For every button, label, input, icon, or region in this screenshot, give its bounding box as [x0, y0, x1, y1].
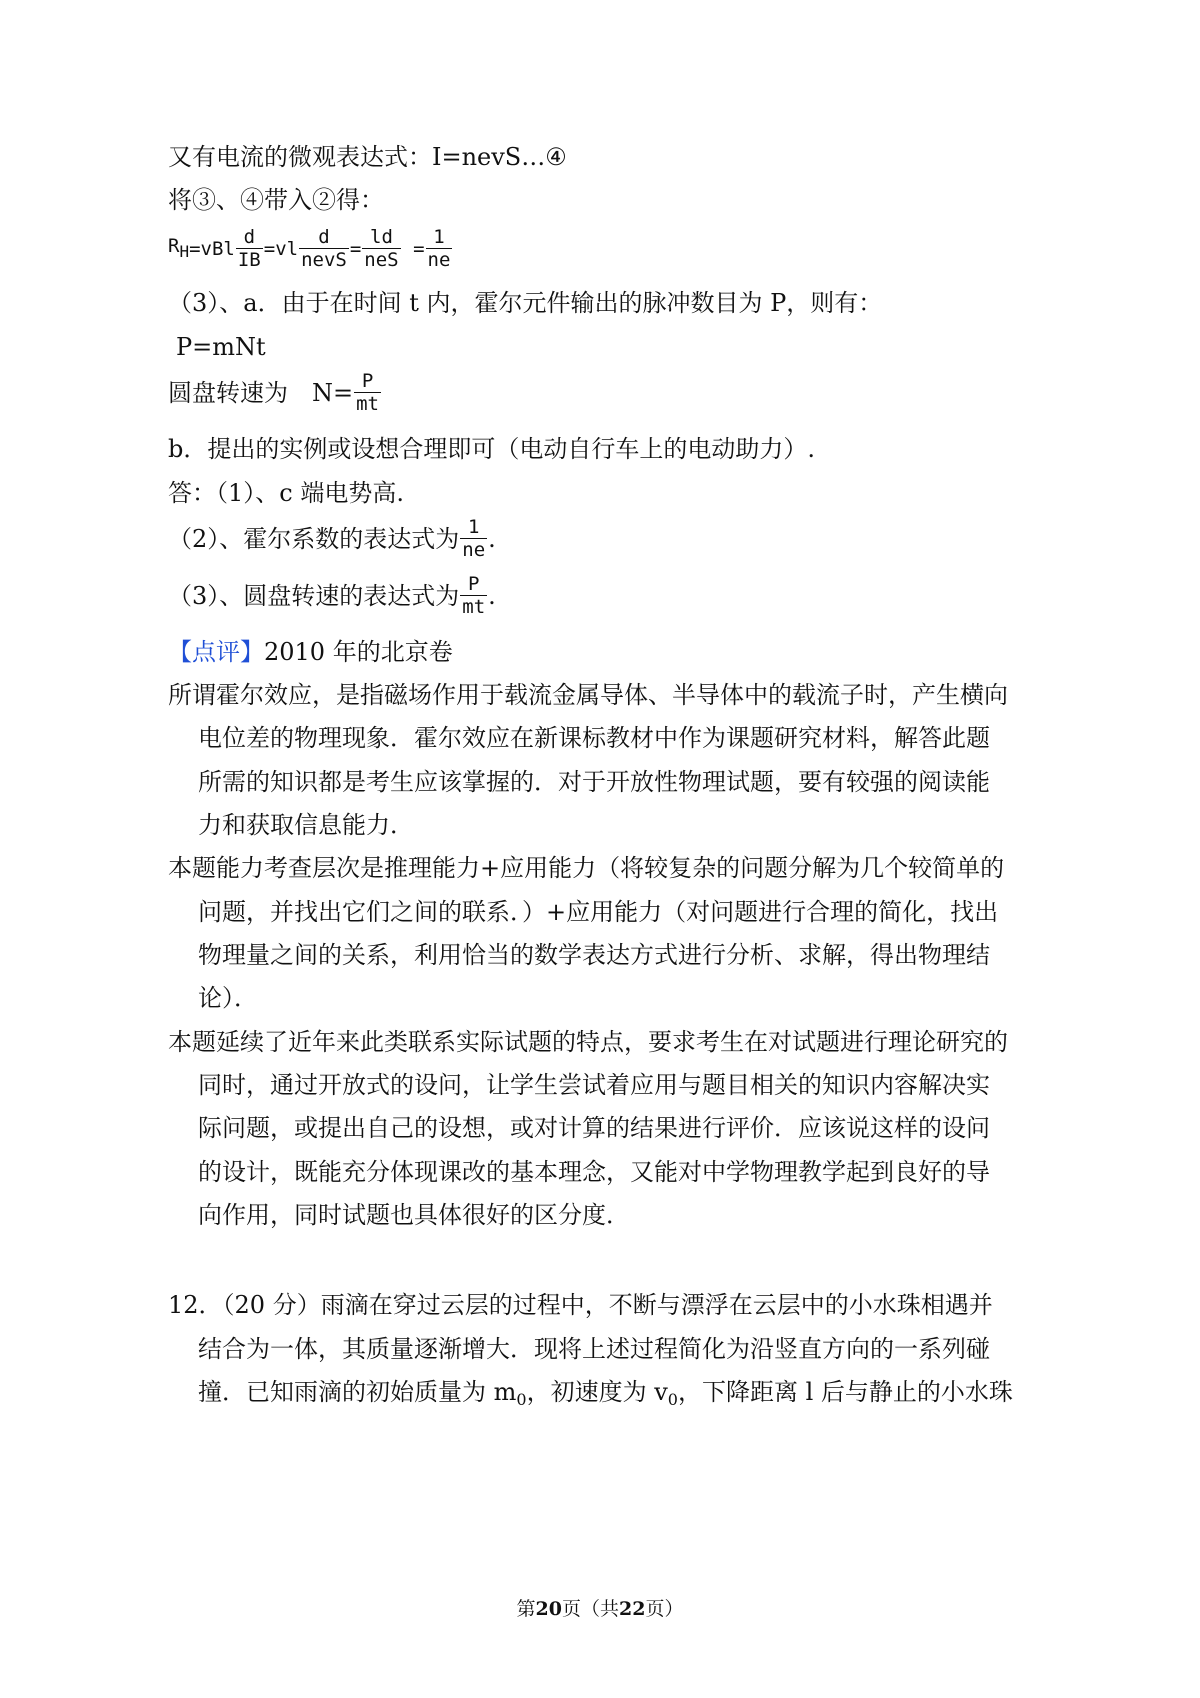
paragraph-line: 问题，并找出它们之间的联系．）+应用能力（对问题进行合理的简化，找出: [198, 898, 999, 926]
period: .: [488, 524, 496, 553]
paragraph-line: 向作用，同时试题也具体很好的区分度．: [198, 1201, 630, 1229]
text-prefix: （3）、圆盘转速的表达式为: [168, 581, 460, 610]
formula-part: =: [401, 237, 425, 260]
paragraph-line: 物理量之间的关系，利用恰当的数学表达方式进行分析、求解，得出物理结: [198, 941, 990, 969]
period: .: [488, 581, 496, 610]
paragraph-line: 论）．: [198, 984, 258, 1012]
fraction: $\frac{1}{ne}$: [427, 226, 451, 271]
comment-line: [168, 637, 453, 667]
comment-tag: 【点评】: [168, 638, 264, 666]
page-number: 20: [535, 1598, 562, 1620]
text-line: 将③、④带入②得：: [168, 186, 384, 214]
paragraph-line: 本题能力考查层次是推理能力+应用能力（将较复杂的问题分解为几个较简单的: [168, 854, 1005, 882]
text-line: b．提出的实例或设想合理即可（电动自行车上的电动助力）.: [168, 435, 815, 463]
paragraph-line: 的设计，既能充分体现课改的基本理念，又能对中学物理教学起到良好的导: [198, 1158, 990, 1186]
text-line: 又有电流的微观表达式：I=nevS…④: [168, 143, 567, 171]
paragraph-line: 所谓霍尔效应，是指磁场作用于载流金属导体、半导体中的载流子时，产生横向: [168, 681, 1008, 709]
paragraph-line: 力和获取信息能力．: [198, 811, 414, 839]
fraction: $\frac{d}{IB}$: [237, 226, 261, 271]
page-footer: 第20页（共22页）: [516, 1598, 684, 1620]
answer-line: [168, 573, 496, 618]
page-total: 22: [619, 1598, 646, 1620]
text-line: P=mNt: [176, 333, 266, 361]
answer-line: 答：（1）、c 端电势高.: [168, 479, 404, 507]
paragraph-line: 所需的知识都是考生应该掌握的．对于开放性物理试题，要有较强的阅读能: [198, 768, 990, 796]
question-line: 12．（20 分）雨滴在穿过云层的过程中，不断与漂浮在云层中的小水珠相遇并: [168, 1291, 993, 1319]
formula-rotation-speed: [168, 370, 382, 415]
paragraph-line: 际问题，或提出自己的设想，或对计算的结果进行评价．应该说这样的设问: [198, 1114, 990, 1142]
fraction: $\frac{P}{mt}$: [462, 573, 486, 618]
formula-symbol: $R_H$: [168, 234, 190, 261]
fraction: $\frac{1}{ne}$: [462, 516, 486, 561]
fraction: $\frac{P}{mt}$: [356, 370, 379, 415]
fraction: $\frac{ld}{\text{neS}}$: [364, 226, 399, 271]
fraction: $\frac{d}{\text{nevS}}$: [301, 226, 347, 271]
question-line: 结合为一体，其质量逐渐增大．现将上述过程简化为沿竖直方向的一系列碰: [198, 1335, 990, 1363]
formula-part: =: [349, 237, 362, 260]
formula-part: =vBl: [189, 237, 235, 260]
formula-hall-coefficient: [168, 226, 453, 271]
text-prefix: 圆盘转速为 N=: [168, 378, 354, 407]
comment-text: 2010 年的北京卷: [264, 638, 453, 666]
formula-part: =vl: [263, 237, 299, 260]
question-line: 撞．已知雨滴的初始质量为 $m_0$，初速度为 $v_0$，下降距离 l 后与静止的小水珠: [198, 1378, 1013, 1409]
paragraph-line: 同时，通过开放式的设问，让学生尝试着应用与题目相关的知识内容解决实: [198, 1071, 990, 1099]
paragraph-line: 本题延续了近年来此类联系实际试题的特点，要求考生在对试题进行理论研究的: [168, 1028, 1008, 1056]
text-prefix: （2）、霍尔系数的表达式为: [168, 524, 460, 553]
text-line: （3）、a．由于在时间 t 内，霍尔元件输出的脉冲数目为 P，则有：: [168, 289, 883, 317]
paragraph-line: 电位差的物理现象．霍尔效应在新课标教材中作为课题研究材料，解答此题: [198, 724, 990, 752]
answer-line: [168, 516, 496, 561]
